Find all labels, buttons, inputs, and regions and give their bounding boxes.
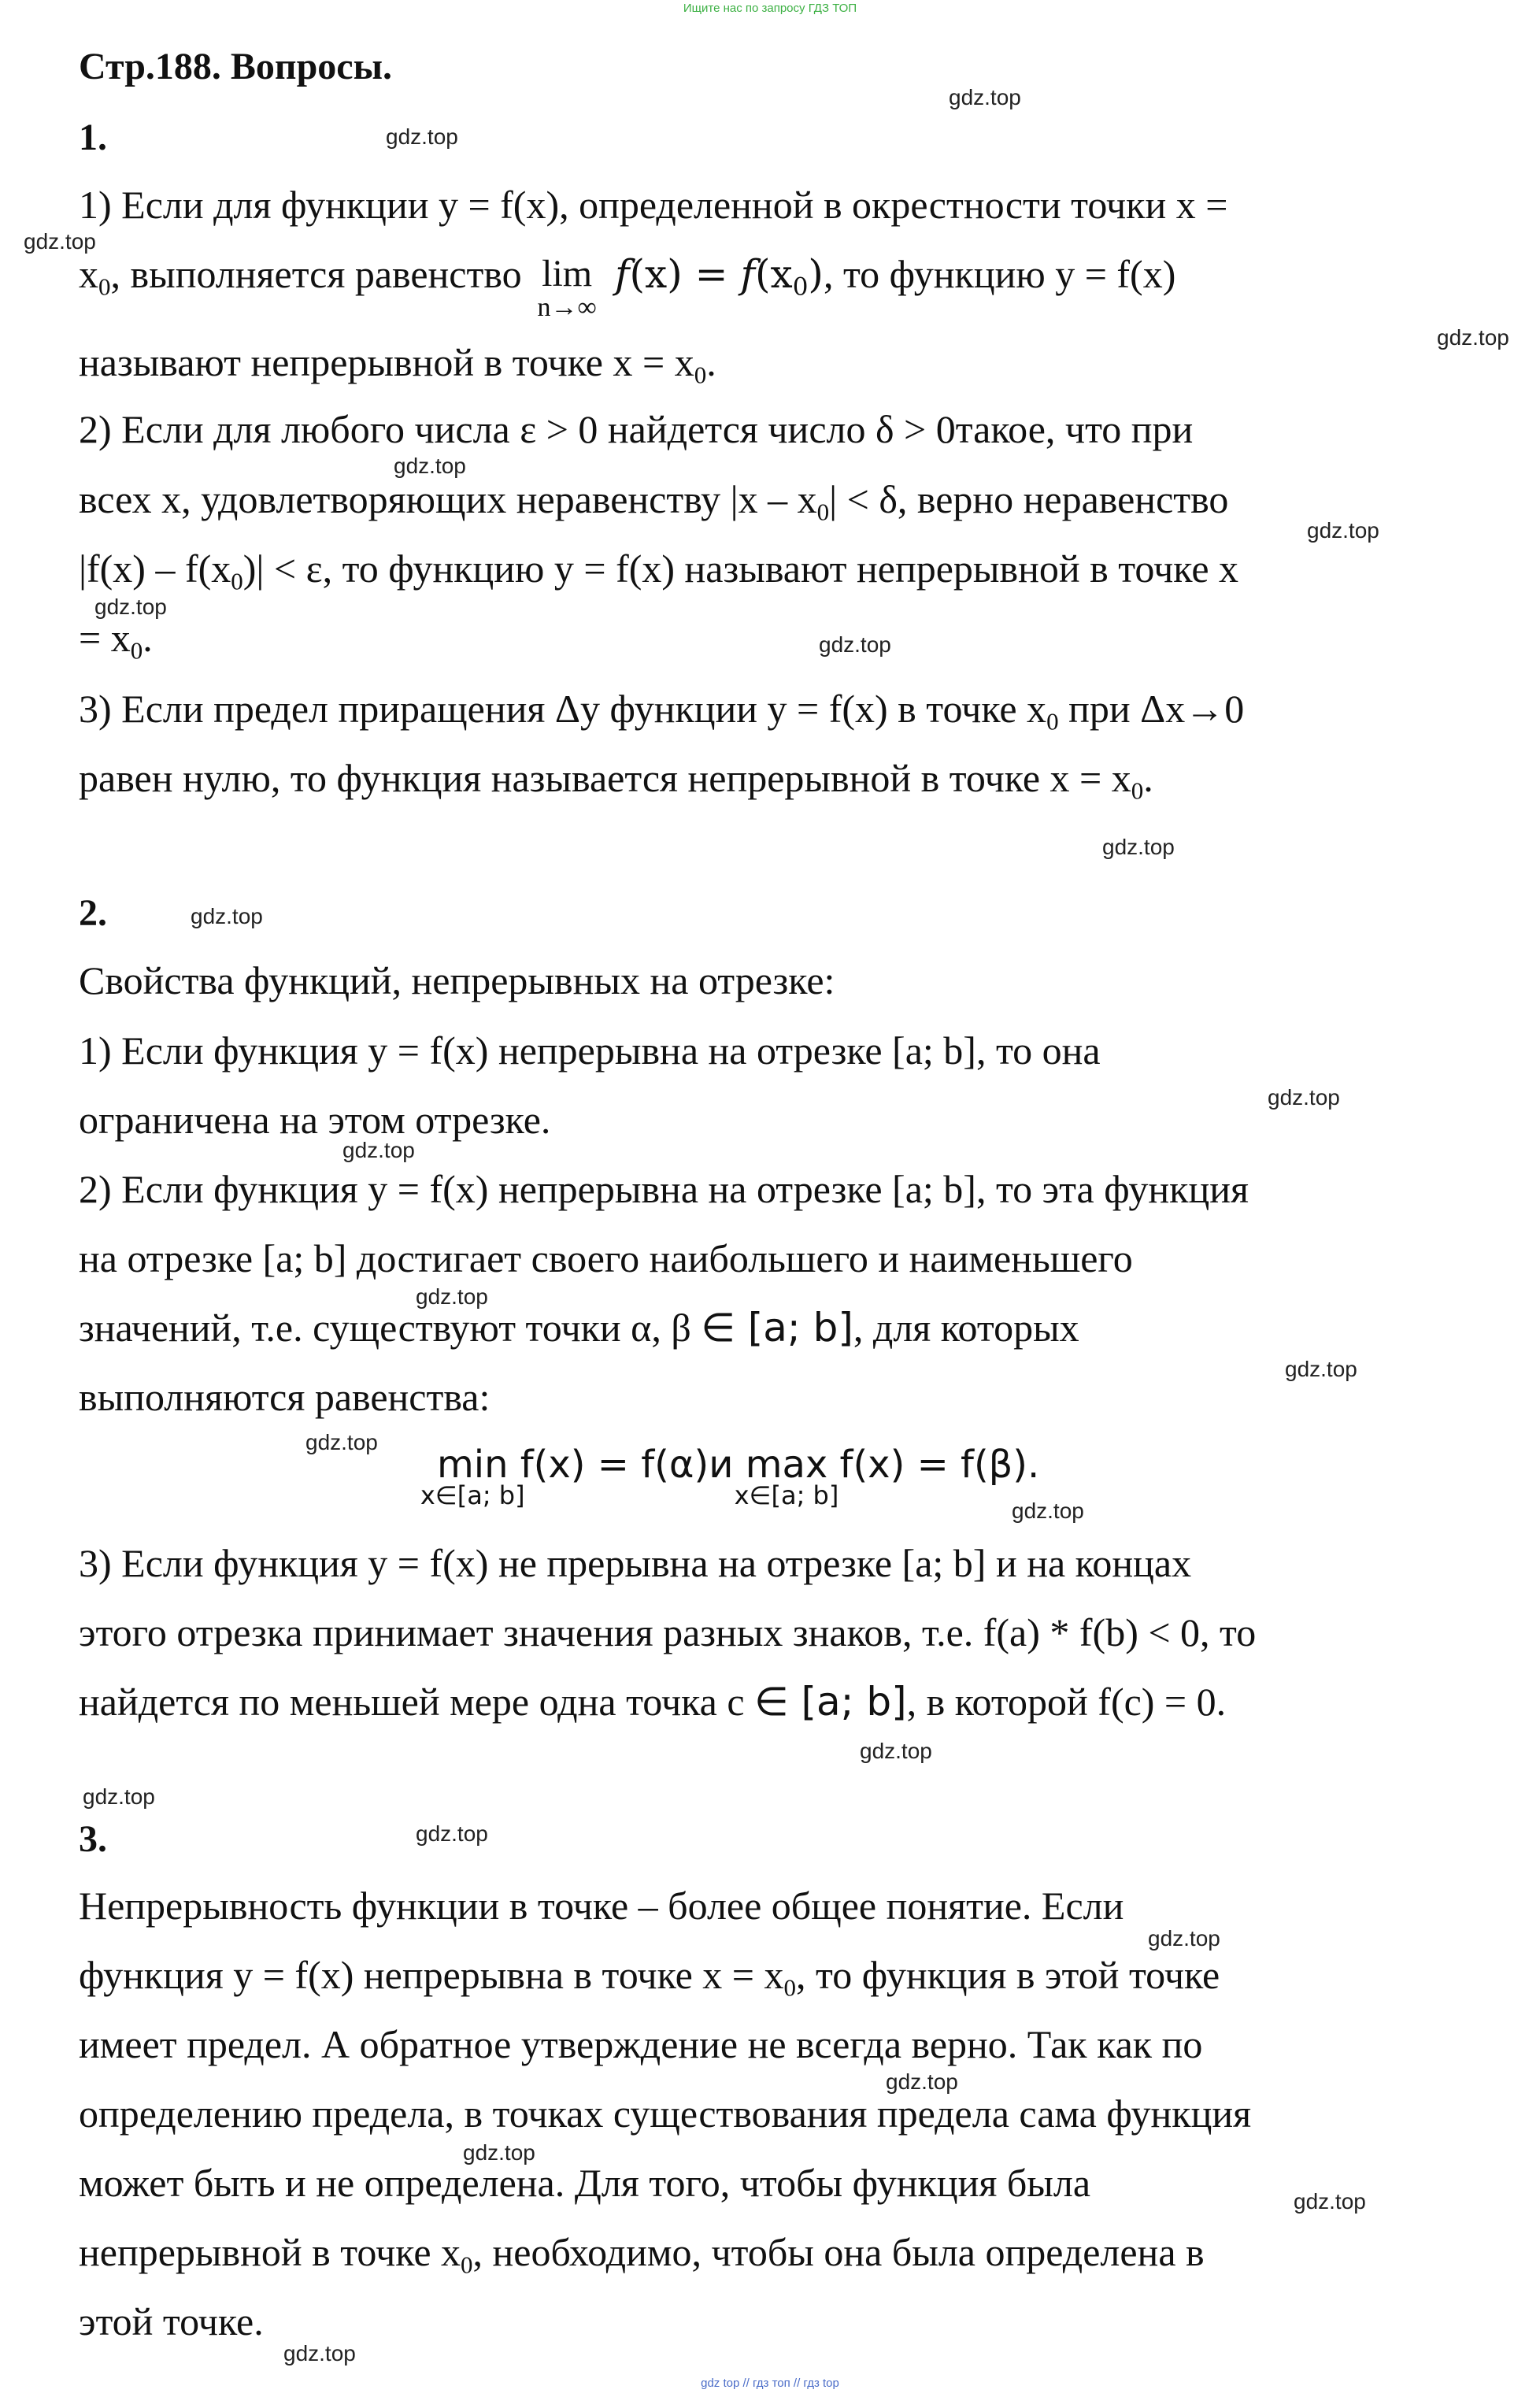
q1-p1-line2: $x_0$, выполняется равенство lim n→∞ $f(x) = f(x_0)$, то функцию y = f(x) [79, 251, 1176, 322]
q1-p2-line1: 2) Если для любого числа ε > 0 найдется число δ > 0такое, что при [79, 407, 1194, 451]
q2-p1-line1: 1) Если функция y = f(x) непрерывна на отрезке [a; b], то она [79, 1028, 1101, 1073]
watermark: gdz.top [283, 2341, 356, 2366]
q2-p3-line1: 3) Если функция y = f(x) не прерывна на отрезке [a; b] и на концах [79, 1541, 1192, 1585]
question-2-number: 2. [79, 892, 107, 934]
watermark: gdz.top [24, 229, 96, 254]
watermark: gdz.top [416, 1821, 488, 1846]
min-max-formula: min x∈[a; b] f(x) = f(α)и max x∈[a; b] f(x) = f(β). [420, 1443, 1040, 1510]
q2-p2-line3: значений, т.е. существуют точки α, β ∈ [a; b], для которых [79, 1305, 1079, 1350]
min-operator: min x∈[a; b] [420, 1443, 525, 1510]
q1-p2-line4: = $x_0$. [79, 616, 153, 665]
watermark: gdz.top [1268, 1085, 1340, 1110]
q3-line4: определению предела, в точках существования предела сама функция [79, 2091, 1252, 2136]
q2-p1-line2: ограничена на этом отрезке. [79, 1098, 551, 1142]
watermark: gdz.top [386, 124, 458, 149]
page-title: Стр.188. Вопросы. [79, 46, 393, 87]
watermark: gdz.top [819, 632, 891, 657]
watermark: gdz.top [83, 1784, 155, 1809]
watermark: gdz.top [94, 595, 167, 619]
q1-p3-line1: 3) Если предел приращения Δy функции y = f(x) в точке $x_0$ при Δx→0 [79, 687, 1245, 735]
q1-p1-line3: называют непрерывной в точке $x = x_0$. [79, 340, 716, 389]
watermark: gdz.top [342, 1138, 415, 1162]
watermark: gdz.top [949, 85, 1021, 109]
q1-p3-line2: равен нулю, то функция называется непрерывной в точке $x = x_0$. [79, 756, 1153, 805]
watermark: gdz.top [1285, 1357, 1357, 1381]
bottom-banner: gdz top // гдз топ // гдз top [701, 2377, 839, 2390]
question-1-number: 1. [79, 117, 107, 158]
q2-intro: Свойства функций, непрерывных на отрезке: [79, 958, 835, 1002]
q1-p2-line3: $|f(x) - f(x_0)| < \varepsilon$, то функцию y = f(x) называют непрерывной в точке x [79, 546, 1239, 595]
q2-p2-line2: на отрезке [a; b] достигает своего наибольшего и наименьшего [79, 1236, 1133, 1280]
watermark: gdz.top [191, 904, 263, 928]
watermark: gdz.top [1102, 835, 1175, 859]
q3-line3: имеет предел. А обратное утверждение не всегда верно. Так как по [79, 2022, 1203, 2066]
watermark: gdz.top [394, 454, 466, 478]
q1-p1-line1: 1) Если для функции y = f(x), определенной в окрестности точки x = [79, 183, 1228, 227]
watermark: gdz.top [886, 2069, 958, 2094]
q3-line7: этой точке. [79, 2299, 264, 2343]
watermark: gdz.top [1012, 1499, 1084, 1523]
q2-p2-line4: выполняются равенства: [79, 1375, 491, 1419]
q3-line5: может быть и не определена. Для того, чтобы функция была [79, 2161, 1091, 2205]
q2-p3-line2: этого отрезка принимает значения разных знаков, т.е. f(a) * f(b) < 0, то [79, 1610, 1257, 1654]
limit-formula: $f(x) = f(x_0)$ [615, 251, 824, 302]
q2-p3-line3: найдется по меньшей мере одна точка c ∈ [a; b], в которой f(c) = 0. [79, 1679, 1227, 1725]
max-operator: max x∈[a; b] [734, 1443, 839, 1510]
q1-p2-line2: всех x, удовлетворяющих неравенству $|x - x_0| < \delta$, верно неравенство [79, 477, 1229, 526]
question-3-number: 3. [79, 1818, 107, 1860]
watermark: gdz.top [1307, 518, 1379, 543]
limit-operator: lim n→∞ [537, 253, 597, 322]
q2-p2-line1: 2) Если функция y = f(x) непрерывна на отрезке [a; b], то эта функция [79, 1167, 1249, 1211]
watermark: gdz.top [463, 2140, 535, 2165]
q3-line1: Непрерывность функции в точке – более общее понятие. Если [79, 1884, 1124, 1928]
watermark: gdz.top [1294, 2189, 1366, 2214]
q3-line6: непрерывной в точке $x_0$, необходимо, чтобы она была определена в [79, 2230, 1205, 2279]
watermark: gdz.top [1148, 1926, 1220, 1951]
top-banner: Ищите нас по запросу ГДЗ ТОП [683, 2, 857, 15]
watermark: gdz.top [1437, 325, 1509, 350]
watermark: gdz.top [416, 1284, 488, 1309]
watermark: gdz.top [305, 1430, 378, 1454]
q3-line2: функция y = f(x) непрерывна в точке $x = x_0$, то функция в этой точке [79, 1953, 1220, 2002]
watermark: gdz.top [860, 1739, 932, 1763]
